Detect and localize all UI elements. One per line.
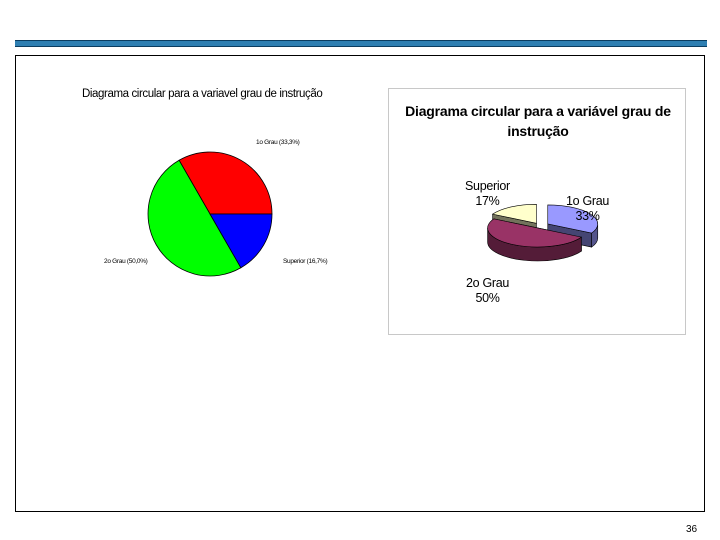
slice-label-1o-grau: 1o Grau (33,3%) [256, 139, 300, 146]
label-superior [465, 179, 510, 209]
top-accent-bar [15, 40, 707, 47]
label-1o-grau-name: 1o Grau [566, 194, 610, 208]
slice-label-superior: Superior (16,7%) [283, 258, 328, 265]
label-1o-grau [566, 194, 609, 224]
left-pie-chart [140, 148, 280, 288]
label-2o-grau-name: 2o Grau [466, 276, 510, 290]
slice-label-2o-grau: 2o Grau (50,0%) [104, 258, 148, 265]
label-superior-name: Superior [465, 179, 510, 193]
label-1o-grau-pct: 33% [575, 209, 600, 223]
right-chart-title-line-2: instrução [507, 123, 569, 139]
label-2o-grau [466, 276, 509, 306]
page-number: 36 [686, 524, 698, 535]
label-superior-pct: 17% [475, 194, 500, 208]
right-chart-title [389, 101, 687, 141]
right-chart-title-line-1: Diagrama circular para a variável grau de [405, 103, 671, 119]
left-chart-title: Diagrama circular para a variavel grau de instrução [82, 88, 323, 100]
label-2o-grau-pct: 50% [475, 291, 500, 305]
